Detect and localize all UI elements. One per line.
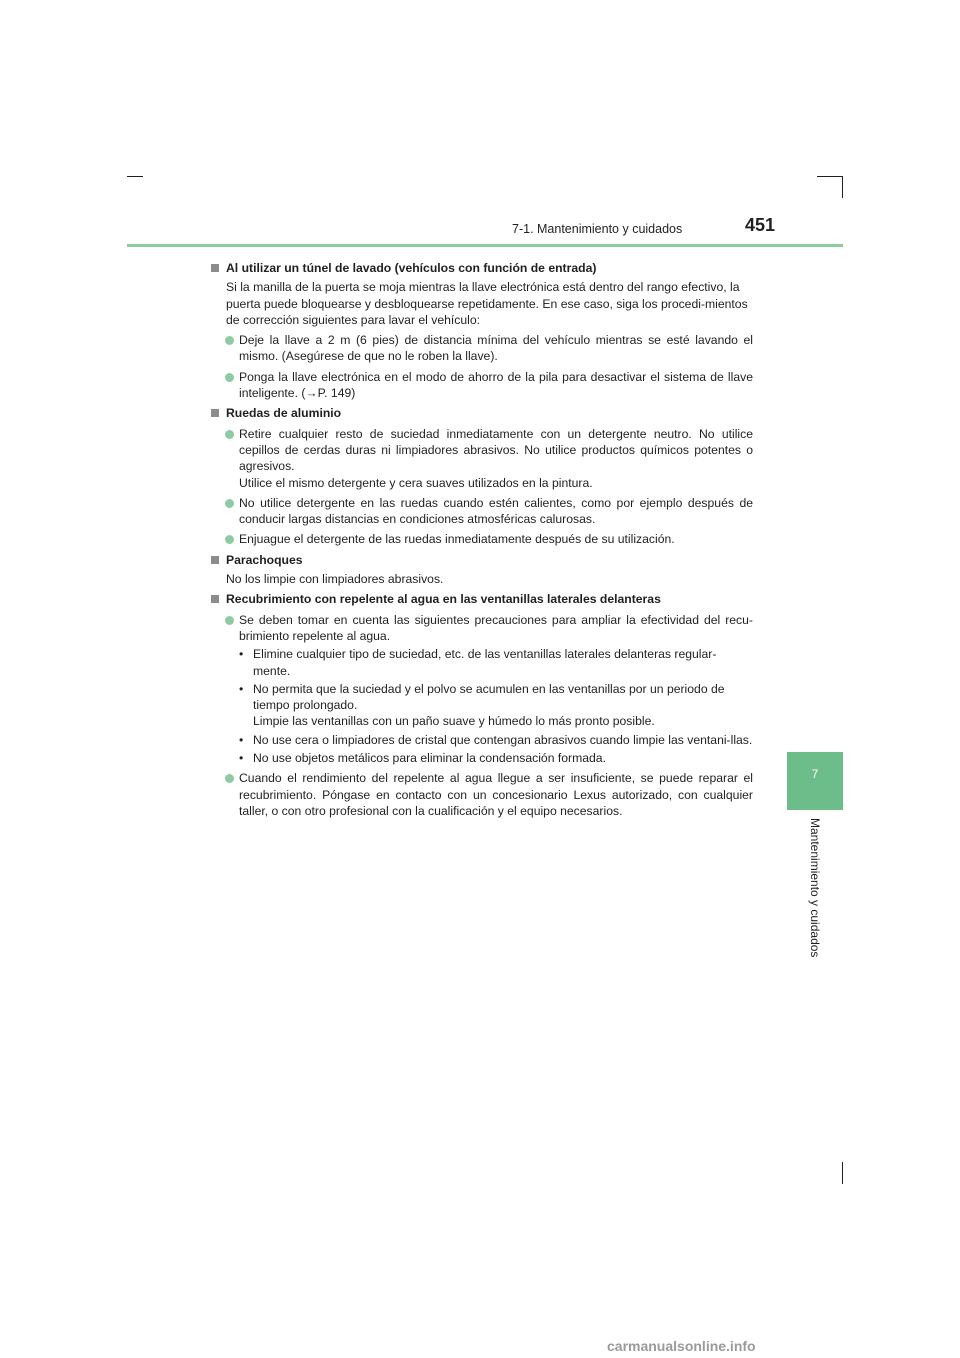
watermark: carmanualsonline.info [607, 1338, 756, 1354]
chapter-tab [787, 752, 843, 810]
bullet-icon [225, 499, 234, 508]
list-item: Retire cualquier resto de suciedad inmediatamente con un detergente neutro. No utilice cepillos de cerdas duras ni limpiadores abrasivos. No utilice productos químicos potentes o agresivos. Utilice el mismo detergente y cera suaves utilizados en la pintura. [211, 426, 753, 491]
section-heading: Parachoques [211, 552, 753, 568]
chapter-label: Mantenimiento y cuidados [808, 818, 822, 958]
sub-list-item: • No use cera o limpiadores de cristal que contengan abrasivos cuando limpie las ventani-llas. [239, 732, 753, 747]
paragraph: Si la manilla de la puerta se moja mientras la llave electrónica está dentro del rango efectivo, la puerta puede bloquearse y desbloquearse repetidamente. En ese caso, siga los procedi-mientos de corrección siguientes para lavar el vehículo: [226, 280, 748, 327]
page-content [211, 256, 753, 819]
header-rule [127, 244, 843, 247]
section-title: 7-1. Mantenimiento y cuidados [512, 222, 683, 236]
section-heading: Ruedas de aluminio [211, 405, 753, 421]
paragraph: No los limpie con limpiadores abrasivos. [226, 572, 444, 587]
chapter-number: 7 [811, 767, 819, 781]
list-item: Ponga la llave electrónica en el modo de ahorro de la pila para desactivar el sistema de llave inteligente. (→P. 149) [211, 369, 753, 402]
square-bullet-icon [211, 264, 219, 272]
bullet-icon [225, 336, 234, 345]
crop-mark [127, 176, 143, 177]
list-item: Deje la llave a 2 m (6 pies) de distancia mínima del vehículo mientras se esté lavando el mismo. (Asegúrese de que no le roben la llave). [211, 332, 753, 365]
square-bullet-icon [211, 409, 219, 417]
sub-list-item: • No permita que la suciedad y el polvo se acumulen en las ventanillas por un periodo de tiempo prolongado. Limpie las ventanillas con un paño suave y húmedo lo más pronto posible. [239, 681, 725, 729]
crop-mark [842, 1162, 843, 1184]
section-heading: Al utilizar un túnel de lavado (vehículos con función de entrada) [211, 260, 753, 276]
bullet-icon [225, 430, 234, 439]
bullet-icon [225, 535, 234, 544]
bullet-icon [225, 373, 234, 382]
list-item: No utilice detergente en las ruedas cuando estén calientes, como por ejemplo después de conducir largas distancias en condiciones atmosféricas calurosas. [211, 495, 753, 528]
list-item: Enjuague el detergente de las ruedas inmediatamente después de su utilización. [211, 531, 753, 547]
list-item: Se deben tomar en cuenta las siguientes precauciones para ampliar la efectividad del recu-brimiento repelente al agua. [211, 612, 753, 645]
section-heading: Recubrimiento con repelente al agua en las ventanillas laterales delanteras [211, 591, 753, 607]
list-item: Cuando el rendimiento del repelente al agua llegue a ser insuficiente, se puede reparar el recubrimiento. Póngase en contacto con un concesionario Lexus autorizado, con cualquier taller, o con otro profesional con la cualificación y el equipo necesarios. [211, 770, 753, 819]
bullet-icon [225, 616, 234, 625]
square-bullet-icon [211, 595, 219, 603]
square-bullet-icon [211, 556, 219, 564]
bullet-icon [225, 774, 234, 783]
crop-mark [842, 176, 843, 198]
sub-list-item: • Elimine cualquier tipo de suciedad, etc. de las ventanillas laterales delanteras regular-mente. [239, 647, 717, 678]
sub-list-item: • No use objetos metálicos para eliminar la condensación formada. [239, 751, 606, 766]
crop-mark [817, 176, 843, 177]
page-number: 451 [745, 215, 776, 235]
